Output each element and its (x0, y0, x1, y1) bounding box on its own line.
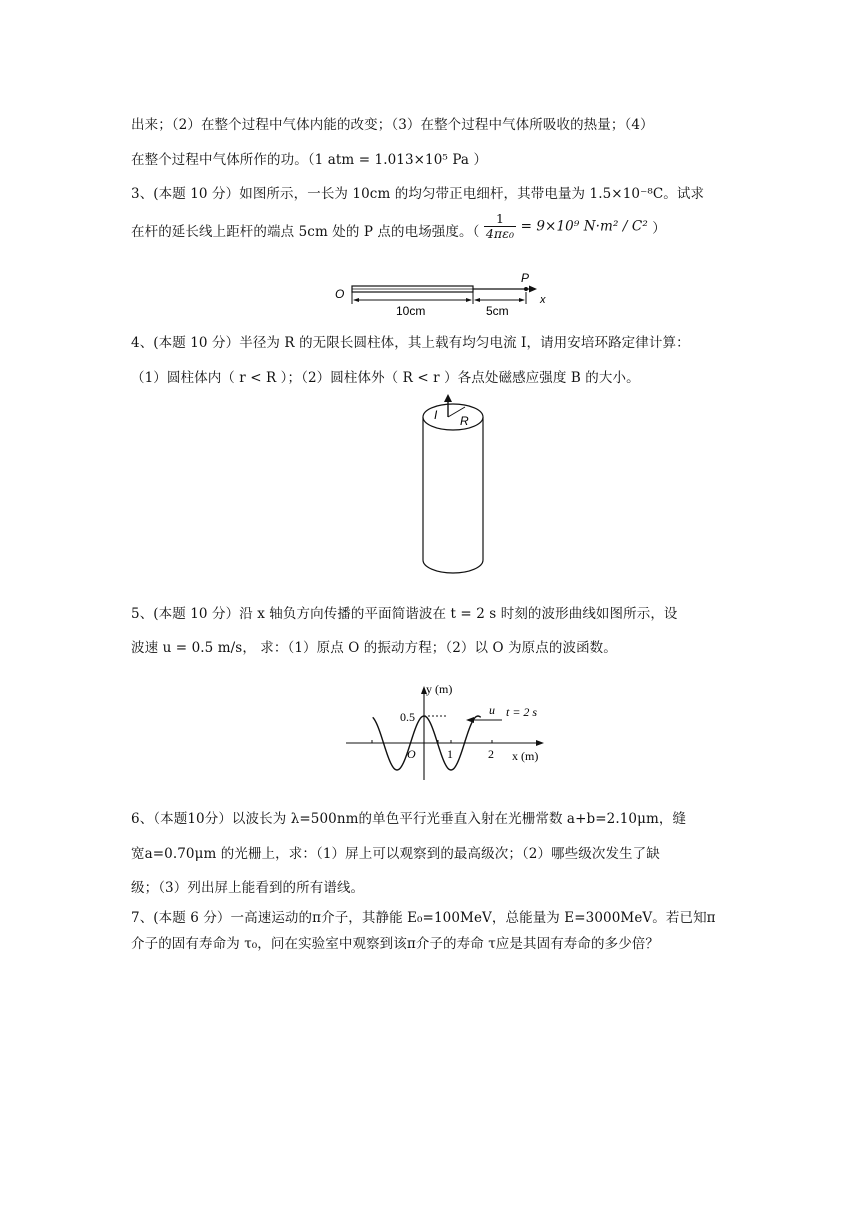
formula-rhs: = 9×10⁹ N·m² / C² (520, 218, 648, 235)
tick-label-1: 1 (447, 747, 453, 761)
text-line-6: （1）圆柱体内（ r < R ）；（2）圆柱体外（ R < r ）各点处磁感应强度 B 的大小。 (131, 370, 640, 386)
text-line-10: 宽a=0.70μm 的光栅上，求：（1）屏上可以观察到的最高级次；（2）哪些级次发生了缺 (131, 846, 660, 862)
cylinder-figure (417, 392, 497, 582)
text-line-7: 5、(本题 10 分）沿 x 轴负方向传播的平面简谐波在 t = 2 s 时刻的波形曲线如图所示，设 (131, 606, 678, 622)
wave-direction-arrow-icon (466, 717, 474, 723)
text-line-9: 6、（本题10分）以波长为 λ=500nm的单色平行光垂直入射在光栅常数 a+b=2.10μm，缝 (131, 811, 687, 827)
wave-figure (342, 676, 562, 786)
text-line-5: 4、(本题 10 分）半径为 R 的无限长圆柱体，其上载有均匀电流 I，请用安培环路定律计算： (131, 335, 690, 351)
rod-axis-label: x (540, 294, 546, 306)
formula-close: ） (652, 220, 666, 237)
text-line-4-text: 在杆的延长线上距杆的端点 5cm 处的 P 点的电场强度。（ (131, 224, 480, 240)
current-arrow-icon (444, 394, 452, 402)
text-line-1: 出来；（2）在整个过程中气体内能的改变；（3）在整个过程中气体所吸收的热量；（4） (131, 117, 654, 133)
cylinder-bottom-arc (423, 560, 483, 573)
rod-origin-label: O (335, 287, 345, 301)
radius-label: R (460, 414, 469, 428)
point-p-label: P (521, 271, 530, 285)
rod-figure (325, 270, 565, 320)
dim-arrow-5cm-right (519, 298, 525, 302)
formula-denominator: 4πε₀ (485, 226, 515, 241)
wave-time-label: t = 2 s (506, 705, 538, 719)
dim-arrow-10cm-right (466, 298, 472, 302)
x-axis-arrowhead (529, 286, 537, 293)
text-line-12: 7、(本题 6 分）一高速运动的π介子，其静能 E₀=100MeV，总能量为 E=3000MeV。若已知π (131, 910, 716, 926)
dim-arrow-10cm-left (353, 298, 359, 302)
text-line-3: 3、(本题 10 分）如图所示，一长为 10cm 的均匀带正电细杆，其带电量为 1.5×10⁻⁸C。试求 (131, 186, 705, 202)
wave-origin-label: O (407, 747, 416, 761)
text-line-2: 在整个过程中气体所作的功。（1 atm = 1.013×10⁵ Pa ） (131, 152, 488, 168)
wave-x-arrowhead (536, 740, 544, 746)
formula-numerator: 1 (495, 211, 505, 226)
text-line-4 (131, 211, 666, 247)
cylinder-top-face (423, 404, 483, 430)
wave-x-label: x (m) (512, 749, 539, 763)
current-label: I (434, 408, 438, 422)
dim-arrow-5cm-left (474, 298, 480, 302)
point-p-marker (524, 287, 528, 291)
dim-label-10cm: 10cm (396, 304, 426, 318)
text-line-11: 级；（3）列出屏上能看到的所有谱线。 (131, 880, 365, 896)
tick-label-2: 2 (488, 747, 494, 761)
wave-y-label: y (m) (426, 682, 453, 696)
text-line-13: 介子的固有寿命为 τ₀，问在实验室中观察到该π介子的寿命 τ应是其固有寿命的多少倍？ (131, 936, 660, 952)
text-line-8: 波速 u = 0.5 m/s， 求：（1）原点 O 的振动方程；（2）以 O 为原点的波函数。 (131, 640, 617, 656)
dim-label-5cm: 5cm (486, 304, 509, 318)
wave-speed-label: u (489, 703, 495, 717)
amplitude-label: 0.5 (400, 710, 415, 724)
coulomb-formula (484, 212, 666, 241)
